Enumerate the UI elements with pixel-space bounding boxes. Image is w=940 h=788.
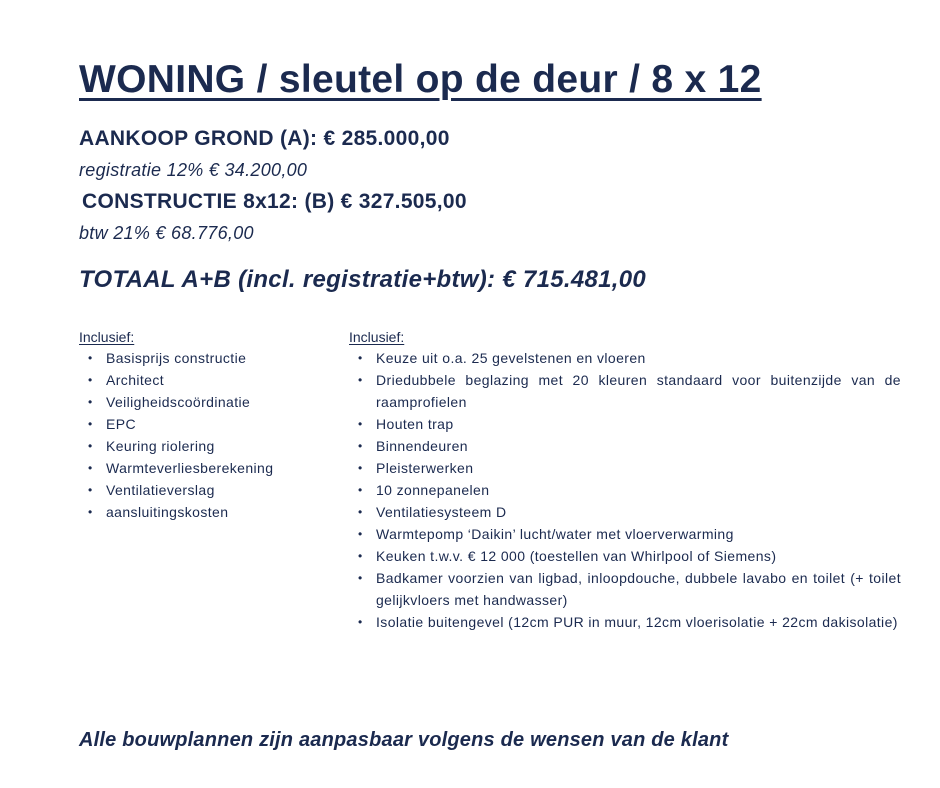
grond-price: AANKOOP GROND (A): € 285.000,00 [79,127,450,150]
list-item: • Driedubbele beglazing met 20 kleuren standaard voor buitenzijde van de raamprofielen [349,369,901,413]
list-item: • Isolatie buitengevel (12cm PUR in muur, 12cm vloerisolatie + 22cm dakisolatie) [349,611,901,633]
total-price: TOTAAL A+B (incl. registratie+btw): € 715.481,00 [79,266,647,293]
list-item: • Warmteverliesberekening [79,457,329,479]
right-inclusions-list [349,347,901,633]
registratie-price: registratie 12% € 34.200,00 [79,160,308,180]
list-item: • Ventilatiesysteem D [349,501,901,523]
list-item: • Keuze uit o.a. 25 gevelstenen en vloeren [349,347,901,369]
right-inclusions-heading: Inclusief: [349,329,405,345]
list-item: • Architect [79,369,329,391]
right-inclusions [349,329,901,633]
list-item: • Keuken t.w.v. € 12 000 (toestellen van Whirlpool of Siemens) [349,545,901,567]
closing-note: Alle bouwplannen zijn aanpasbaar volgens de wensen van de klant [79,729,729,751]
left-inclusions [79,329,329,523]
list-item: • EPC [79,413,329,435]
list-item: • Binnendeuren [349,435,901,457]
left-inclusions-heading: Inclusief: [79,329,135,345]
list-item: • Keuring riolering [79,435,329,457]
btw-price: btw 21% € 68.776,00 [79,223,254,243]
left-inclusions-list [79,347,329,523]
list-item: • Ventilatieverslag [79,479,329,501]
page-title: WONING / sleutel op de deur / 8 x 12 [79,58,762,101]
list-item: • Badkamer voorzien van ligbad, inloopdouche, dubbele lavabo en toilet (+ toilet gelijkvloers met handwasser) [349,567,901,611]
list-item: • 10 zonnepanelen [349,479,901,501]
list-item: • Pleisterwerken [349,457,901,479]
list-item: • Warmtepomp ‘Daikin’ lucht/water met vloerverwarming [349,523,901,545]
list-item: • Veiligheidscoördinatie [79,391,329,413]
list-item: • Basisprijs constructie [79,347,329,369]
list-item: • Houten trap [349,413,901,435]
constructie-price: CONSTRUCTIE 8x12: (B) € 327.505,00 [82,190,467,213]
list-item: • aansluitingskosten [79,501,329,523]
